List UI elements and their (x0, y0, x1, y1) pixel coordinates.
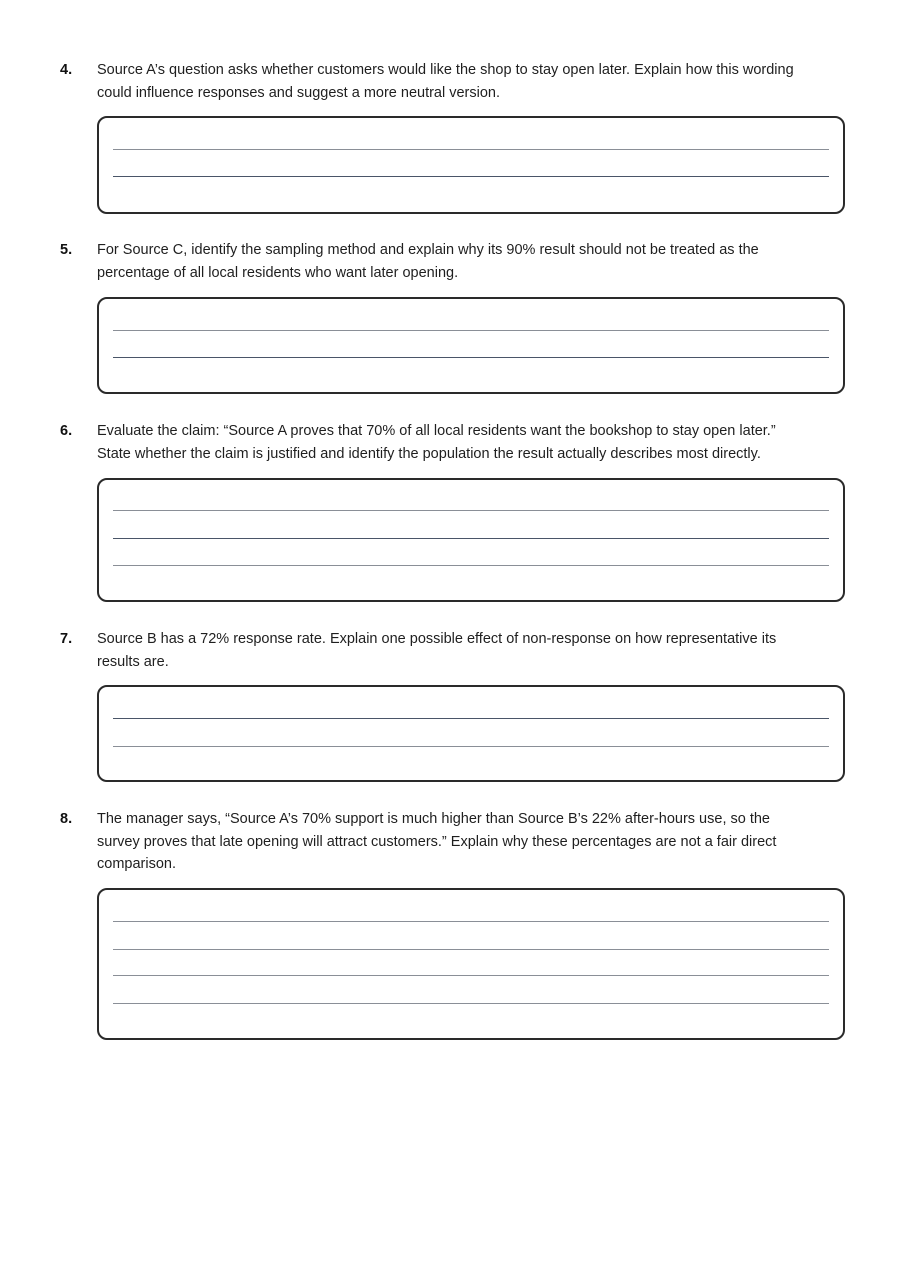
answer-line (113, 357, 829, 358)
question-text-line: Source B has a 72% response rate. Explain one possible effect of non-response on how representative its (97, 631, 777, 647)
question-number: 6. (60, 423, 73, 439)
answer-box-6[interactable] (97, 478, 845, 602)
question-number: 7. (60, 631, 73, 647)
question-text-line: Source A’s question asks whether customers would like the shop to stay open later. Explain how this wording (97, 62, 794, 78)
answer-line (113, 921, 829, 922)
question-text (97, 239, 842, 284)
answer-box-7[interactable] (97, 685, 845, 782)
answer-box-5[interactable] (97, 297, 845, 394)
answer-line (113, 565, 829, 566)
answer-line (113, 746, 829, 747)
question-text-line: The manager says, “Source A’s 70% support is much higher than Source B’s 22% after-hours use, so the (97, 811, 770, 827)
question-number: 5. (60, 242, 73, 258)
question-text-line: Evaluate the claim: “Source A proves that 70% of all local residents want the bookshop to stay open later.” (97, 423, 776, 439)
question-text-line: percentage of all local residents who want later opening. (97, 264, 459, 281)
answer-box-4[interactable] (97, 116, 845, 214)
question-number: 4. (60, 62, 73, 78)
answer-line (113, 149, 829, 150)
question-text-line: State whether the claim is justified and identify the population the result actually describes most directly. (97, 445, 761, 462)
answer-line (113, 949, 829, 950)
answer-line (113, 1003, 829, 1004)
question-text-line: comparison. (97, 856, 176, 872)
answer-box-8[interactable] (97, 888, 845, 1040)
question-text-line: For Source C, identify the sampling method and explain why its 90% result should not be treated as the (97, 242, 759, 258)
question-text-line: could influence responses and suggest a more neutral version. (97, 84, 501, 101)
answer-line (113, 176, 829, 177)
question-text (97, 808, 842, 876)
answer-line (113, 975, 829, 976)
question-number: 8. (60, 811, 73, 827)
question-text (97, 59, 842, 104)
answer-line (113, 330, 829, 331)
question-text-line: survey proves that late opening will attract customers.” Explain why these percentages are not a fair direct (97, 833, 777, 850)
question-text (97, 628, 842, 673)
answer-line (113, 718, 829, 719)
answer-line (113, 538, 829, 539)
answer-line (113, 510, 829, 511)
question-text (97, 420, 842, 465)
question-text-line: results are. (97, 653, 169, 670)
